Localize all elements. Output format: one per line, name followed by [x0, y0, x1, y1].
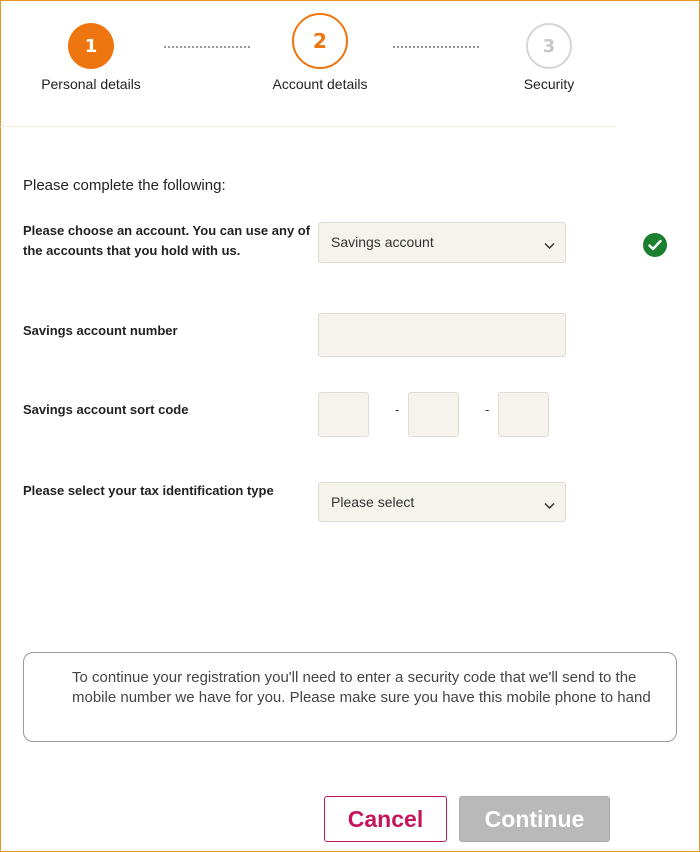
sort-code-label: Savings account sort code [23, 402, 189, 417]
step-3-badge: 3 [526, 23, 572, 69]
account-select-value: Savings account [331, 234, 434, 250]
account-number-input[interactable] [318, 313, 566, 357]
form-intro: Please complete the following: [23, 177, 226, 194]
sort-code-separator: - [395, 402, 400, 417]
step-connector-2 [393, 46, 479, 48]
step-security [479, 23, 619, 92]
sort-code-input-1[interactable] [318, 392, 369, 437]
account-select[interactable] [318, 222, 566, 263]
account-choice-label: Please choose an account. You can use any of the accounts that you hold with us. [23, 223, 311, 258]
sort-code-input-3[interactable] [498, 392, 549, 437]
cancel-button[interactable]: Cancel [324, 796, 447, 842]
step-account-details [250, 13, 390, 92]
sort-code-input-2[interactable] [408, 392, 459, 437]
step-personal-details [21, 23, 161, 92]
step-3-label: Security [523, 76, 575, 92]
step-2-label: Account details [272, 76, 368, 92]
chevron-down-icon [544, 497, 555, 515]
continue-button[interactable]: Continue [459, 796, 610, 842]
step-2-badge: 2 [292, 13, 348, 69]
step-connector-1 [164, 46, 250, 48]
step-1-badge: 1 [68, 23, 114, 69]
step-1-label: Personal details [41, 76, 141, 92]
security-code-notice [23, 652, 677, 742]
notice-text: To continue your registration you'll need to enter a security code that we'll send to the mobile number we have for you. Please make sure you have this mobile phone to hand [72, 669, 651, 706]
chevron-down-icon [544, 237, 555, 255]
tax-id-type-label: Please select your tax identification type [23, 483, 274, 498]
tax-id-type-select-value: Please select [331, 494, 415, 510]
sort-code-separator: - [485, 402, 490, 417]
account-number-label: Savings account number [23, 323, 178, 338]
header-divider [0, 126, 616, 127]
tax-id-type-select[interactable] [318, 482, 566, 522]
valid-check-icon [643, 233, 667, 257]
